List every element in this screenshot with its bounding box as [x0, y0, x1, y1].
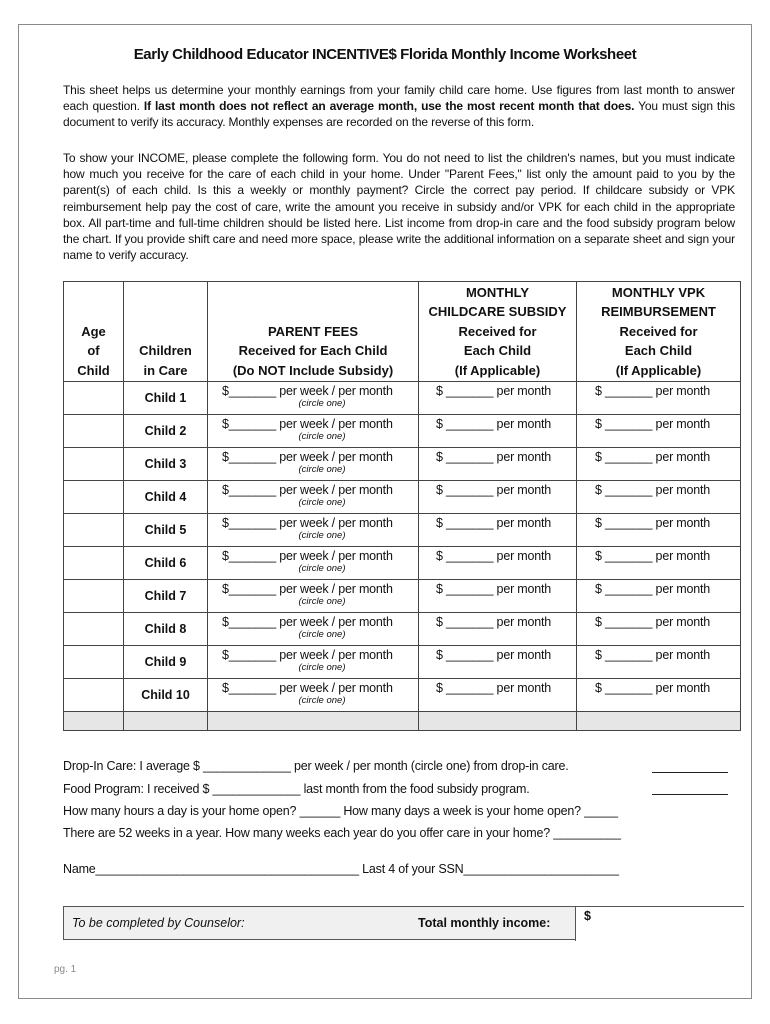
- parent-fee-field[interactable]: $_______ per week / per month: [222, 450, 393, 464]
- vpk-field[interactable]: $ _______ per month: [595, 549, 711, 563]
- table-row: [64, 679, 741, 712]
- drop-in-care-question[interactable]: Drop-In Care: I average $ _____________ per week / per month (circle one) from drop-in care.: [63, 759, 569, 773]
- intro-text-1: This sheet helps us determine your monthly earnings from your family child care home. Use figures from last month to answer each question.: [63, 83, 735, 114]
- vpk-field[interactable]: $ _______ per month: [595, 384, 711, 398]
- vpk-cell[interactable]: [577, 580, 741, 613]
- subsidy-field[interactable]: $ _______ per month: [436, 582, 552, 596]
- child-label: Child 6: [124, 547, 208, 580]
- parent-fee-field[interactable]: $_______ per week / per month: [222, 417, 393, 431]
- parent-fee-cell[interactable]: [208, 547, 419, 580]
- table-row: [64, 448, 741, 481]
- table-row: [64, 613, 741, 646]
- vpk-cell[interactable]: [577, 679, 741, 712]
- name-ssn-line[interactable]: Name_______________________________________ Last 4 of your SSN_______________________: [63, 862, 619, 876]
- child-label: Child 7: [124, 580, 208, 613]
- header-children-in-care: Children in Care: [124, 282, 208, 382]
- table-row: [64, 415, 741, 448]
- subsidy-field[interactable]: $ _______ per month: [436, 681, 552, 695]
- drop-in-answer-line[interactable]: [652, 758, 728, 773]
- food-program-question[interactable]: Food Program: I received $ _____________ last month from the food subsidy program.: [63, 782, 530, 796]
- circle-one-note: (circle one): [298, 629, 346, 640]
- total-monthly-income-field[interactable]: [575, 906, 744, 941]
- vpk-field[interactable]: $ _______ per month: [595, 615, 711, 629]
- subsidy-cell[interactable]: [419, 547, 577, 580]
- parent-fee-field[interactable]: $_______ per week / per month: [222, 615, 393, 629]
- vpk-cell[interactable]: [577, 613, 741, 646]
- vpk-cell[interactable]: [577, 415, 741, 448]
- table-row: [64, 646, 741, 679]
- child-label: Child 4: [124, 481, 208, 514]
- child-label: Child 10: [124, 679, 208, 712]
- parent-fee-cell[interactable]: [208, 679, 419, 712]
- age-cell[interactable]: [64, 514, 124, 547]
- table-footer-row: [64, 712, 741, 731]
- parent-fee-field[interactable]: $_______ per week / per month: [222, 549, 393, 563]
- age-cell[interactable]: [64, 415, 124, 448]
- age-cell[interactable]: [64, 679, 124, 712]
- circle-one-note: (circle one): [298, 596, 346, 607]
- circle-one-note: (circle one): [298, 530, 346, 541]
- parent-fee-cell[interactable]: [208, 646, 419, 679]
- age-cell[interactable]: [64, 580, 124, 613]
- subsidy-field[interactable]: $ _______ per month: [436, 516, 552, 530]
- vpk-field[interactable]: $ _______ per month: [595, 582, 711, 596]
- header-age-of-child: Age of Child: [64, 282, 124, 382]
- age-cell[interactable]: [64, 448, 124, 481]
- age-cell[interactable]: [64, 646, 124, 679]
- subsidy-field[interactable]: $ _______ per month: [436, 648, 552, 662]
- vpk-cell[interactable]: [577, 547, 741, 580]
- vpk-cell[interactable]: [577, 481, 741, 514]
- header-vpk-reimbursement: MONTHLY VPK REIMBURSEMENT Received for Each Child (If Applicable): [577, 282, 741, 382]
- child-label: Child 9: [124, 646, 208, 679]
- parent-fee-field[interactable]: $_______ per week / per month: [222, 648, 393, 662]
- age-cell[interactable]: [64, 613, 124, 646]
- vpk-cell[interactable]: [577, 514, 741, 547]
- parent-fee-field[interactable]: $_______ per week / per month: [222, 681, 393, 695]
- header-parent-fees: PARENT FEES Received for Each Child (Do NOT Include Subsidy): [208, 282, 419, 382]
- hours-days-question[interactable]: How many hours a day is your home open? ______ How many days a week is your home open? _____: [63, 804, 618, 818]
- intro-paragraph: [63, 82, 735, 131]
- income-table: [63, 281, 741, 731]
- subsidy-field[interactable]: $ _______ per month: [436, 417, 552, 431]
- food-program-answer-line[interactable]: [652, 780, 728, 795]
- parent-fee-cell[interactable]: [208, 514, 419, 547]
- weeks-question[interactable]: There are 52 weeks in a year. How many weeks each year do you offer care in your home? __________: [63, 826, 621, 840]
- subsidy-field[interactable]: $ _______ per month: [436, 615, 552, 629]
- subsidy-field[interactable]: $ _______ per month: [436, 483, 552, 497]
- vpk-cell[interactable]: [577, 646, 741, 679]
- circle-one-note: (circle one): [298, 563, 346, 574]
- table-row: [64, 547, 741, 580]
- page-title: Early Childhood Educator INCENTIVE$ Florida Monthly Income Worksheet: [133, 46, 637, 63]
- child-label: Child 5: [124, 514, 208, 547]
- subsidy-cell[interactable]: [419, 514, 577, 547]
- counselor-section: [63, 906, 743, 940]
- table-row: [64, 481, 741, 514]
- counselor-label: To be completed by Counselor:: [72, 916, 245, 930]
- parent-fee-cell[interactable]: [208, 448, 419, 481]
- subsidy-cell[interactable]: [419, 613, 577, 646]
- parent-fee-field[interactable]: $_______ per week / per month: [222, 483, 393, 497]
- vpk-field[interactable]: $ _______ per month: [595, 483, 711, 497]
- vpk-field[interactable]: $ _______ per month: [595, 450, 711, 464]
- parent-fee-cell[interactable]: [208, 415, 419, 448]
- circle-one-note: (circle one): [298, 695, 346, 706]
- dollar-sign: $: [584, 909, 591, 923]
- subsidy-cell[interactable]: [419, 646, 577, 679]
- subsidy-field[interactable]: $ _______ per month: [436, 549, 552, 563]
- circle-one-note: (circle one): [298, 398, 346, 409]
- table-row: [64, 382, 741, 415]
- child-label: Child 3: [124, 448, 208, 481]
- page-number: pg. 1: [54, 964, 77, 975]
- vpk-cell[interactable]: [577, 382, 741, 415]
- intro-text-2: You must sign this document to verify its accuracy. Monthly expenses are recorded on the reverse of this form.: [63, 99, 735, 130]
- child-label: Child 2: [124, 415, 208, 448]
- circle-one-note: (circle one): [298, 662, 346, 673]
- age-cell[interactable]: [64, 382, 124, 415]
- header-childcare-subsidy: MONTHLY CHILDCARE SUBSIDY Received for Each Child (If Applicable): [419, 282, 577, 382]
- table-row: [64, 514, 741, 547]
- parent-fee-cell[interactable]: [208, 580, 419, 613]
- child-label: Child 8: [124, 613, 208, 646]
- parent-fee-field[interactable]: $_______ per week / per month: [222, 516, 393, 530]
- circle-one-note: (circle one): [298, 497, 346, 508]
- vpk-field[interactable]: $ _______ per month: [595, 516, 711, 530]
- intro-bold-text: If last month does not reflect an average month, use the most recent month that does.: [143, 99, 635, 114]
- circle-one-note: (circle one): [298, 464, 346, 475]
- circle-one-note: (circle one): [298, 431, 346, 442]
- child-label: Child 1: [124, 382, 208, 415]
- subsidy-cell[interactable]: [419, 580, 577, 613]
- instructions-paragraph: To show your INCOME, please complete the following form. You do not need to list the children's names, but you must indicate how much you receive for the care of each child in your home. Under "Parent Fees," list only the amount paid to you by the parent(s) of each child. Is this a weekly or monthly payment? Circle the correct pay period. If childcare subsidy or VPK reimbursement help pay the cost of care, write the amount you receive in subsidy and/or VPK for each child in the appropriate box. All part-time and full-time children should be listed here. List income from drop-in care and the food subsidy program below the chart. If you provide shift care and need more space, please write the additional information on a separate sheet and sign your name to verify accuracy.: [63, 151, 735, 263]
- subsidy-cell[interactable]: [419, 382, 577, 415]
- subsidy-cell[interactable]: [419, 481, 577, 514]
- vpk-cell[interactable]: [577, 448, 741, 481]
- age-cell[interactable]: [64, 547, 124, 580]
- age-cell[interactable]: [64, 481, 124, 514]
- parent-fee-cell[interactable]: [208, 382, 419, 415]
- table-row: [64, 580, 741, 613]
- vpk-field[interactable]: $ _______ per month: [595, 417, 711, 431]
- total-monthly-income-label: Total monthly income:: [418, 916, 551, 930]
- subsidy-cell[interactable]: [419, 415, 577, 448]
- parent-fee-cell[interactable]: [208, 613, 419, 646]
- vpk-field[interactable]: $ _______ per month: [595, 648, 711, 662]
- vpk-field[interactable]: $ _______ per month: [595, 681, 711, 695]
- parent-fee-field[interactable]: $_______ per week / per month: [222, 384, 393, 398]
- subsidy-cell[interactable]: [419, 448, 577, 481]
- subsidy-field[interactable]: $ _______ per month: [436, 384, 552, 398]
- parent-fee-field[interactable]: $_______ per week / per month: [222, 582, 393, 596]
- parent-fee-cell[interactable]: [208, 481, 419, 514]
- subsidy-field[interactable]: $ _______ per month: [436, 450, 552, 464]
- subsidy-cell[interactable]: [419, 679, 577, 712]
